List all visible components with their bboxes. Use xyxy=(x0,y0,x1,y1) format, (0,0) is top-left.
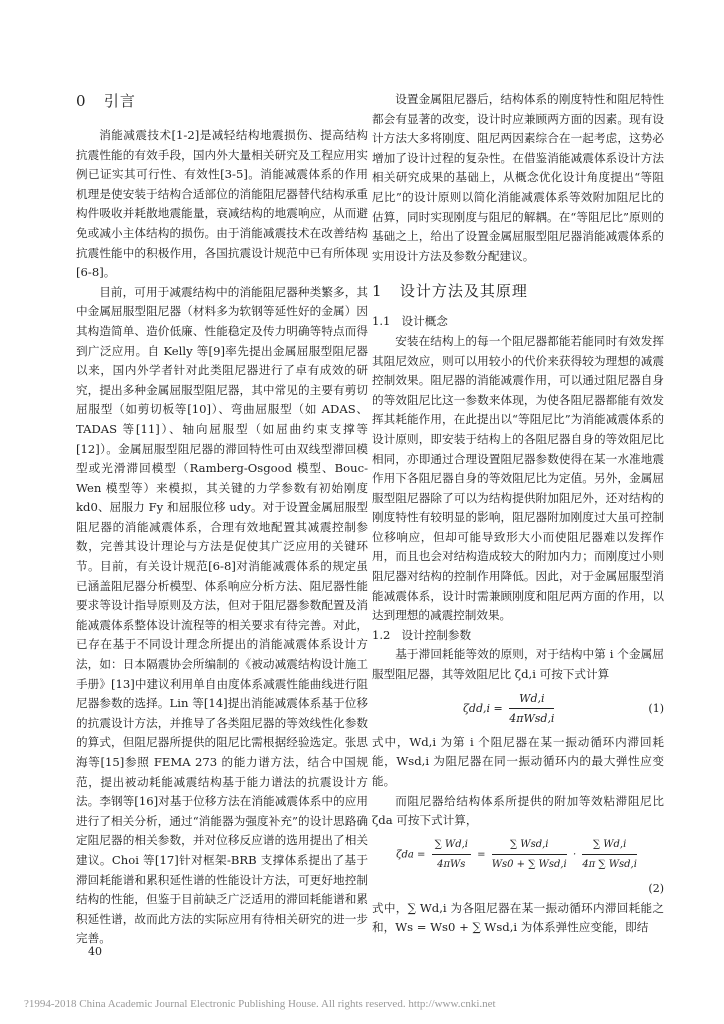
eq1-numerator: Wd,i xyxy=(509,689,554,710)
eq2-fraction-1 xyxy=(432,835,471,875)
eq2-f1-numerator: ∑ Wd,i xyxy=(432,835,471,856)
section-0-number: 0 xyxy=(76,92,87,110)
right-column xyxy=(372,90,664,938)
eq1-label: (1) xyxy=(648,701,664,715)
design-concept-paragraph: 安装在结构上的每一个阻尼器都能若能同时有效发挥其阻尼效应，则可以用较小的代价来获得较为理想的减震控制效果。阻尼器的消能减震作用，可以通过阻尼器自身的等效阻尼比这一参数来体现，为使各阻尼器都能有效发挥其耗能作用，在此提出以“等阻尼比”为消能减震体系的设计原则，即安装于结构上的各阻尼器自身的等效阻尼比相同，亦即通过合理设置阻尼器参数使得在某一水准地震作用下各阻尼器自身的等效阻尼比为定值。另外，金属屈服型阻尼器除了可以为结构提供附加阻尼外，还对结构的刚度特性有较明显的影响，阻尼器附加刚度过大虽可控制位移响应，但却可能导致形大小而使阻尼器难以发挥作用，而且也会对结构造成较大的附加内力；而刚度过小则阻尼器对结构的控制作用降低。因此，对于金属屈服型消能减震体系，设计时需兼顾刚度和阻尼两方面的作用，以达到理想的减震控制效果。 xyxy=(372,333,664,623)
eq2-intro: 而阻尼器给结构体系所提供的附加等效粘滞阻尼比 ζda 可按下式计算， xyxy=(372,793,664,828)
eq2-fraction-2 xyxy=(492,835,567,875)
subsection-1-2-number: 1.2 xyxy=(372,627,391,642)
intro-paragraph-2: 目前，可用于减震结构中的消能阻尼器种类繁多，其中金属屈服型阻尼器（材料多为软钢等延性好的金属）因其构造简单、造价低廉、性能稳定及传力明确等特点而得到广泛应用。自 Kelly 等[9]率先提出金属屈服型阻尼器以来，国内外学者针对此类阻尼器进行了卓有成效的研究，提出多种金属屈服型阻尼器，其中常见的主要有剪切屈服型（如剪切板等[10]）、弯曲屈服型（如 ADAS、TADAS 等[11]）、轴向屈服型（如屈曲约束支撑等[12]）。金属屈服型阻尼器的滞回特性可由双线型滞回模型或光滑滞回模型（Ramberg-Osgood 模型、Bouc-Wen 模型等）来模拟，其关键的力学参数有初始刚度 kd0、屈服力 Fy 和屈服位移 udy。对于设置金属屈服型阻尼器的消能减震体系，合理有效地配置其减震控制参数，完善其设计理论与方法是促使其广泛应用的关键环节。目前，有关设计规范[6-8]对消能减震体系的规定虽已涵盖阻尼器分析模型、体系响应分析方法、阻尼器性能要求等设计指导原则及方法，但对于阻尼器参数配置及消能减震体系整体设计流程等的相关要求有待完善。对此，已存在基于不同设计理念所提出的消能减震体系设计方法，如：日本隔震协会所编制的《被动减震结构设计施工手册》[13]中建议利用单自由度体系减震性能曲线进行阻尼器参数的选择。Lin 等[14]提出消能减震体系基于位移的抗震设计方法，并推导了各类阻尼器的等效线性化参数的算式，但阻尼器所提供的阻尼比需根据经验选定。张思海等[15]参照 FEMA 273 的能力谱方法，结合中国规范，提出被动耗能减震结构基于能力谱法的抗震设计方法。李钢等[16]对基于位移方法在消能减震体系中的应用进行了相关分析，通过“消能器为强度补充”的设计思路确定阻尼器的相关参数，并对位移反应谱的选用提出了相关建议。Choi 等[17]针对框架-BRB 支撑体系提出了基于滞回耗能谱和累积延性谱的性能设计方法，可更好地控制结构的性能，但鉴于目前缺乏广泛适用的滞回耗能谱和累积延性谱，故而此方法的实际应用有待相关研究的进一步完善。 xyxy=(76,284,368,946)
section-1-heading xyxy=(372,280,664,302)
eq2-dot: · xyxy=(572,849,577,861)
section-1-number: 1 xyxy=(372,282,383,301)
eq2-label: (2) xyxy=(648,881,664,895)
eq2-fraction-3 xyxy=(582,835,637,875)
subsection-1-2-heading xyxy=(372,626,664,646)
copyright-footer: ?1994-2018 China Academic Journal Electronic Publishing House. All rights reserved. http://www.cnki.net xyxy=(24,998,496,1010)
equation-1 xyxy=(372,689,664,729)
eq2-f1-denominator: 4πWs xyxy=(437,859,466,871)
eq2-label-row xyxy=(372,879,664,899)
eq2-f2-denominator: Ws0 + ∑ Wsd,i xyxy=(491,859,567,871)
section-0-title: 引言 xyxy=(103,92,136,110)
subsection-1-1-title: 设计概念 xyxy=(401,314,448,329)
eq1-explanation: 式中，Wd,i 为第 i 个阻尼器在某一振动循环内滞回耗能，Wsd,i 为阻尼器在同一振动循环内的最大弹性应变能。 xyxy=(372,734,664,788)
subsection-1-1-number: 1.1 xyxy=(372,314,391,329)
subsection-1-1-heading xyxy=(372,312,664,332)
eq2-f3-numerator: ∑ Wd,i xyxy=(582,835,637,856)
eq1-lhs: ζdd,i = xyxy=(462,701,503,715)
subsection-1-2-title: 设计控制参数 xyxy=(401,627,472,642)
eq1-fraction xyxy=(509,689,554,729)
control-parameter-paragraph: 基于滞回耗能等效的原则，对于结构中第 i 个金属屈服型阻尼器，其等效阻尼比 ζd,i 可按下式计算 xyxy=(372,647,664,682)
section-0-heading xyxy=(76,90,368,112)
eq2-f2-numerator: ∑ Wsd,i xyxy=(492,835,567,856)
section-1-title: 设计方法及其原理 xyxy=(399,282,528,301)
eq2-lhs: ζda = xyxy=(396,849,426,861)
eq2-equals: = xyxy=(477,849,486,861)
eq2-explanation: 式中，∑ Wd,i 为各阻尼器在某一振动循环内滞回耗能之和，Ws = Ws0 + ∑ Wsd,i 为体系弹性应变能，即结 xyxy=(372,900,664,935)
eq1-denominator: 4πWsd,i xyxy=(509,712,555,726)
page-number: 40 xyxy=(88,945,102,958)
intro-paragraph-3: 设置金属阻尼器后，结构体系的刚度特性和阻尼特性都会有显著的改变，设计时应兼顾两方面的因素。现有设计方法大多将刚度、阻尼两因素综合在一起考虑，这势必增加了设计过程的复杂性。在借鉴消能减震体系设计方法相关研究成果的基础上，从概念优化设计角度提出“等阻尼比”的设计原则以简化消能减震体系等效附加阻尼比的估算，同时实现刚度与阻尼的解耦。在“等阻尼比”原则的基础之上，给出了设置金属屈服型阻尼器消能减震体系的实用设计方法及参数分配建议。 xyxy=(372,92,664,263)
intro-paragraph-1: 消能减震技术[1-2]是减轻结构地震损伤、提高结构抗震性能的有效手段，国内外大量相关研究及工程应用实例已证实其可行性、有效性[3-5]。消能减震体系的作用机理是使安装于结构合适部位的消能阻尼器替代结构承重构件吸收并耗散地震能量，衰减结构的地震响应，从而避免或减小主体结构的损伤。由于消能减震技术在改善结构抗震性能中的积极作用，各国抗震设计规范中已有所体现[6-8]。 xyxy=(76,128,368,280)
eq2-f3-denominator: 4π ∑ Wsd,i xyxy=(582,859,637,871)
equation-2 xyxy=(372,835,664,875)
left-column xyxy=(76,90,368,949)
